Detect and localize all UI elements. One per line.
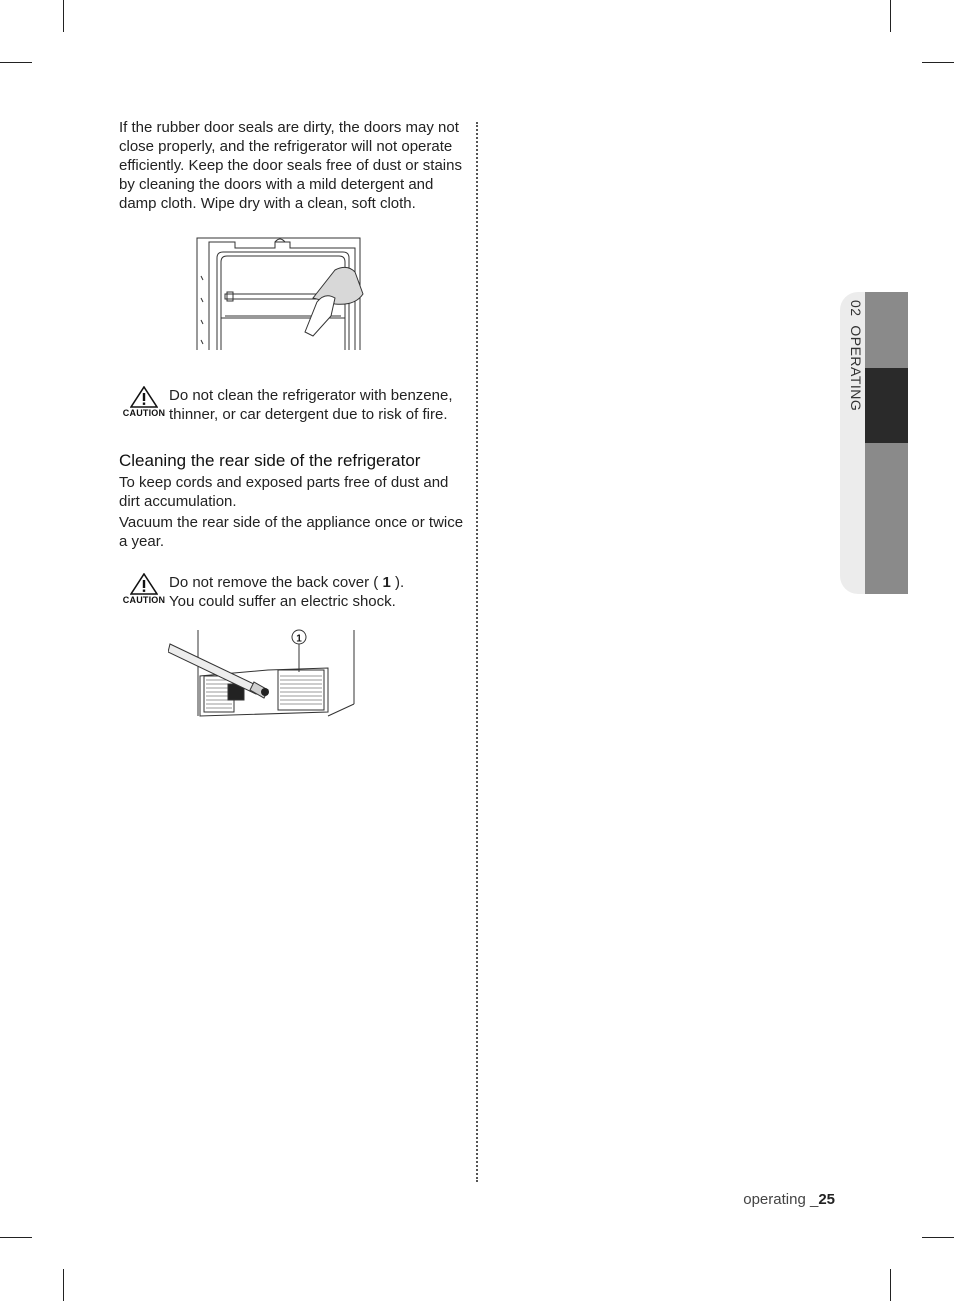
rear-cleaning-paragraph-2: Vacuum the rear side of the appliance once or twice a year. — [119, 514, 464, 550]
rear-vacuum-illustration — [168, 624, 360, 718]
page-footer — [743, 1191, 835, 1208]
column-divider — [476, 122, 478, 1182]
section-tab-label — [844, 300, 864, 411]
crop-mark — [922, 1237, 954, 1238]
crop-mark — [890, 0, 891, 32]
crop-mark — [0, 1237, 32, 1238]
section-title: OPERATING — [848, 325, 864, 412]
caution-line-prefix: Do not remove the back cover ( — [169, 574, 383, 591]
caution-callout-number: 1 — [382, 574, 391, 591]
section-tab-bar — [865, 292, 908, 594]
crop-mark — [0, 62, 32, 63]
crop-mark — [63, 1269, 64, 1301]
caution-badge — [119, 573, 169, 605]
crop-mark — [63, 0, 64, 32]
warning-triangle-icon — [130, 573, 158, 595]
caution-text: Do not clean the refrigerator with benzene, thinner, or car detergent due to risk of fire. — [169, 387, 453, 423]
callout-number: 1 — [296, 633, 302, 645]
page-number: 25 — [818, 1191, 835, 1208]
section-tab-active-marker — [865, 368, 908, 443]
caution-badge — [119, 386, 169, 418]
caution-label: CAUTION — [122, 408, 166, 418]
door-seal-cleaning-illustration — [195, 236, 365, 352]
section-number: 02 — [848, 300, 864, 317]
caution-line-suffix: ). — [390, 574, 405, 591]
rear-cleaning-heading: Cleaning the rear side of the refrigerator — [119, 451, 421, 470]
warning-triangle-icon — [130, 386, 158, 408]
caution-text — [169, 573, 464, 611]
crop-mark — [890, 1269, 891, 1301]
crop-mark — [922, 62, 954, 63]
door-seal-paragraph: If the rubber door seals are dirty, the doors may not close properly, and the refrigerator will not operate efficiently. Keep the door seals free of dust or stains by cleaning the doors with a mild detergent and damp cloth. Wipe dry with a clean, soft cloth. — [119, 119, 462, 212]
rear-cleaning-paragraph-1: To keep cords and exposed parts free of dust and dirt accumulation. — [119, 474, 449, 510]
caution-label: CAUTION — [122, 595, 166, 605]
caution-line-2: You could suffer an electric shock. — [169, 593, 396, 610]
footer-label: operating _ — [743, 1191, 819, 1208]
